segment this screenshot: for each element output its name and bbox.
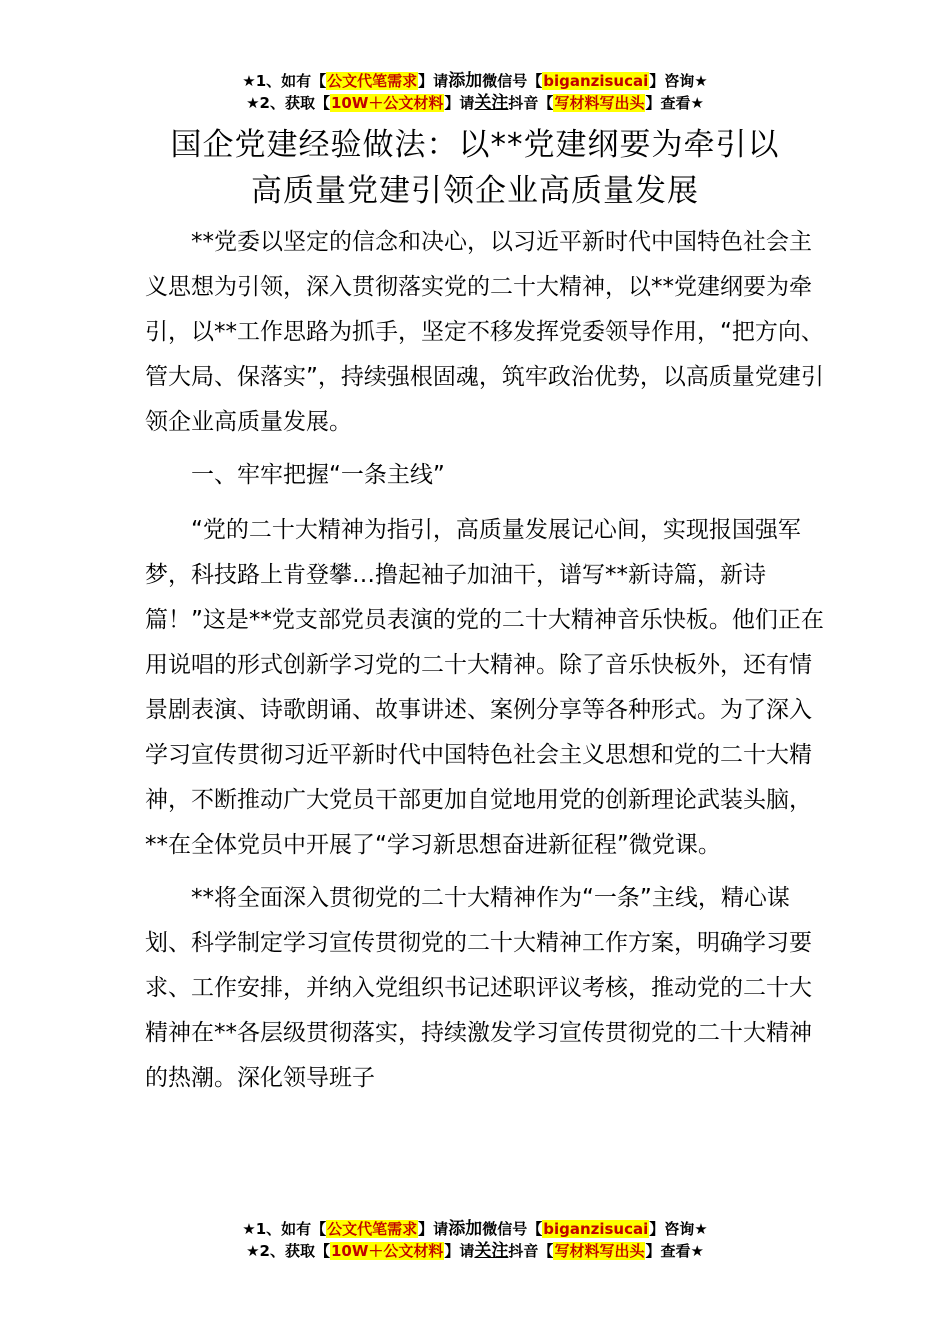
document-title xyxy=(0,122,950,214)
paragraph-section-1b: **将全面深入贯彻党的二十大精神作为“一条”主线，精心谋划、科学制定学习宣传贯彻党的二十大精神工作方案，明确学习要求、工作安排，并纳入党组织书记述职评议考核，推动党的二十大精神在**各层级贯彻落实，持续激发学习宣传贯彻党的二十大精神的热潮。深化领导班子 xyxy=(145,885,812,1091)
paragraph-intro: **党委以坚定的信念和决心，以习近平新时代中国特色社会主义思想为引领，深入贯彻落实党的二十大精神，以**党建纲要为牵引，以**工作思路为抓手，坚定不移发挥党委领导作用，“把方向、管大局、保落实”，持续强根固魂，筑牢政治优势，以高质量党建引领企业高质量发展。 xyxy=(145,229,824,435)
banner-text: 】请 xyxy=(444,94,475,112)
banner-line-2 xyxy=(0,92,950,114)
highlight-service: 公文代笔需求 xyxy=(327,1220,418,1238)
banner-emphasis: 关注 xyxy=(474,1241,509,1261)
document-body xyxy=(145,220,833,1109)
highlight-douyin-id: 写材料写出头 xyxy=(554,1242,645,1260)
highlight-wechat-id: biganzisucai xyxy=(543,1220,649,1238)
banner-text: 微信号【 xyxy=(482,1220,543,1238)
highlight-materials: 10W＋公文材料 xyxy=(330,94,444,112)
highlight-douyin-id: 写材料写出头 xyxy=(554,94,645,112)
banner-emphasis: 添加 xyxy=(448,71,483,91)
banner-text: 】咨询★ xyxy=(649,1220,708,1238)
banner-text: 】咨询★ xyxy=(649,72,708,90)
highlight-service: 公文代笔需求 xyxy=(327,72,418,90)
banner-emphasis: 添加 xyxy=(448,1219,483,1239)
banner-line-1 xyxy=(0,1218,950,1240)
banner-text: ★1、如有【 xyxy=(242,72,327,90)
banner-text: ★2、获取【 xyxy=(246,94,330,112)
banner-text: ★1、如有【 xyxy=(242,1220,327,1238)
banner-emphasis: 关注 xyxy=(474,93,509,113)
footer-banner xyxy=(0,1218,950,1262)
paragraph-section-1a: “党的二十大精神为指引，高质量发展记心间，实现报国强军梦，科技路上肯登攀…撸起袖子加油干，谱写**新诗篇，新诗篇！”这是**党支部党员表演的党的二十大精神音乐快板。他们正在用说唱的形式创新学习党的二十大精神。除了音乐快板外，还有情景剧表演、诗歌朗诵、故事讲述、案例分享等各种形式。为了深入学习宣传贯彻习近平新时代中国特色社会主义思想和党的二十大精神，不断推动广大党员干部更加自觉地用党的创新理论武装头脑，**在全体党员中开展了“学习新思想奋进新征程”微党课。 xyxy=(145,517,824,858)
banner-text: 】请 xyxy=(444,1242,475,1260)
banner-text: 抖音【 xyxy=(508,94,554,112)
banner-text: 】查看★ xyxy=(645,1242,704,1260)
highlight-materials: 10W＋公文材料 xyxy=(330,1242,444,1260)
banner-text: 】请 xyxy=(418,1220,449,1238)
title-line-2: 高质量党建引领企业高质量发展 xyxy=(251,173,699,209)
banner-text: 】查看★ xyxy=(645,94,704,112)
banner-line-1 xyxy=(0,70,950,92)
banner-text: ★2、获取【 xyxy=(246,1242,330,1260)
highlight-wechat-id: biganzisucai xyxy=(543,72,649,90)
title-line-1: 国企党建经验做法：以**党建纲要为牵引以 xyxy=(170,127,780,163)
banner-text: 抖音【 xyxy=(508,1242,554,1260)
header-banner xyxy=(0,70,950,114)
banner-text: 微信号【 xyxy=(482,72,543,90)
banner-line-2 xyxy=(0,1240,950,1262)
section-heading-1: 一、牢牢把握“一条主线” xyxy=(191,462,445,488)
banner-text: 】请 xyxy=(418,72,449,90)
